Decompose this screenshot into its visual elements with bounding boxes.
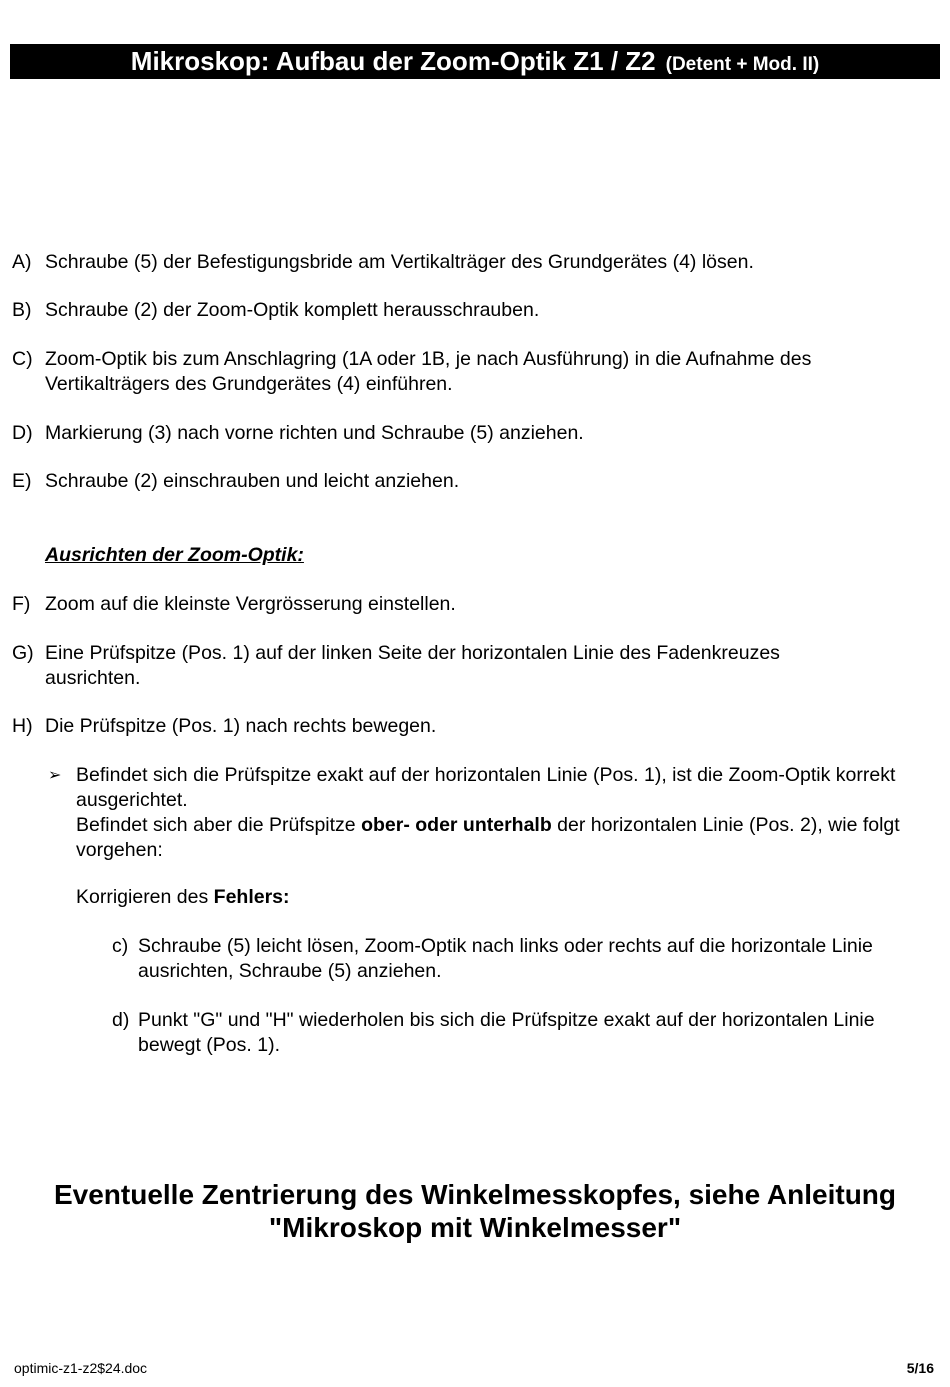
footer-filename: optimic-z1-z2$24.doc: [14, 1360, 148, 1376]
step-text: Zoom-Optik bis zum Anschlagring (1A oder 1B, je nach Ausführung) in die Aufnahme des Vertikalträgers des Grundgerätes (4) einführen.: [45, 348, 812, 395]
step-text: Schraube (2) einschrauben und leicht anziehen.: [45, 470, 460, 492]
step-g: [12, 641, 927, 691]
step-h: [12, 714, 927, 739]
step-letter: G): [12, 642, 34, 664]
step-d: [12, 421, 927, 446]
step-b: [12, 298, 927, 323]
step-text: Markierung (3) nach vorne richten und Schraube (5) anziehen.: [45, 422, 584, 444]
sub-step-text: Punkt "G" und "H" wiederholen bis sich die Prüfspitze exakt auf der horizontalen Linie bewegt (Pos. 1).: [138, 1009, 875, 1056]
closing-note: [0, 1178, 950, 1244]
alignment-heading: Ausrichten der Zoom-Optik:: [45, 544, 304, 566]
step-text: Zoom auf die kleinste Vergrösserung einstellen.: [45, 593, 456, 615]
step-letter: D): [12, 422, 33, 444]
step-a: [12, 250, 927, 275]
page-title-bar: [10, 44, 940, 79]
step-letter: A): [12, 251, 32, 273]
page-subtitle: (Detent + Mod. II): [665, 54, 820, 75]
step-letter: E): [12, 470, 32, 492]
step-text: Schraube (2) der Zoom-Optik komplett herausschrauben.: [45, 299, 540, 321]
closing-line-1: Eventuelle Zentrierung des Winkelmesskopfes, siehe Anleitung: [53, 1179, 897, 1210]
arrow-bullet-icon: ➢: [48, 767, 62, 784]
bullet-line-2: Befindet sich aber die Prüfspitze ober- oder unterhalb der horizontalen Linie (Pos. 2), wie folgt vorgehen:: [76, 814, 900, 861]
bullet-line-1: Befindet sich die Prüfspitze exakt auf der horizontalen Linie (Pos. 1), ist die Zoom-Optik korrekt ausgerichtet.: [76, 764, 896, 811]
result-bullet: [48, 763, 936, 863]
step-letter: F): [12, 593, 31, 615]
step-letter: H): [12, 715, 33, 737]
step-f: [12, 592, 927, 617]
step-e: [12, 469, 927, 494]
page-title: Mikroskop: Aufbau der Zoom-Optik Z1 / Z2: [130, 46, 656, 76]
step-letter: C): [12, 348, 33, 370]
correction-label: Korrigieren des Fehlers:: [76, 886, 290, 908]
step-text: Die Prüfspitze (Pos. 1) nach rechts bewegen.: [45, 715, 437, 737]
step-text: Eine Prüfspitze (Pos. 1) auf der linken Seite der horizontalen Linie des Fadenkreuzes ausrichten.: [45, 642, 780, 689]
sub-step-letter: c): [112, 935, 129, 957]
sub-step-d: [112, 1008, 912, 1058]
closing-line-2: "Mikroskop mit Winkelmesser": [268, 1212, 682, 1243]
step-text: Schraube (5) der Befestigungsbride am Vertikalträger des Grundgerätes (4) lösen.: [45, 251, 754, 273]
step-letter: B): [12, 299, 32, 321]
step-c: [12, 347, 927, 397]
sub-step-c: [112, 934, 912, 984]
sub-step-text: Schraube (5) leicht lösen, Zoom-Optik nach links oder rechts auf die horizontale Linie ausrichten, Schraube (5) anziehen.: [138, 935, 873, 982]
footer-page-number: 5/16: [906, 1360, 934, 1376]
sub-step-letter: d): [112, 1009, 130, 1031]
